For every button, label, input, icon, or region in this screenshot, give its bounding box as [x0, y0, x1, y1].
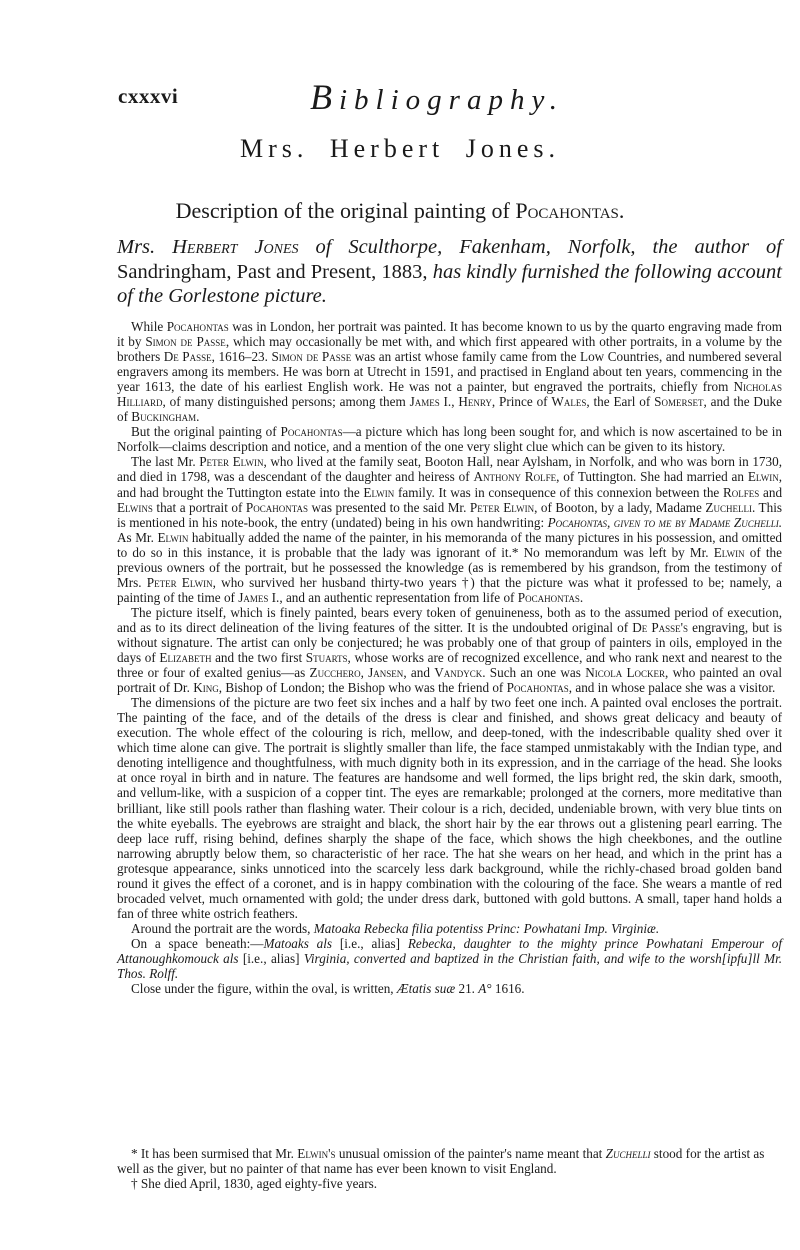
name-run: Pocahontas	[166, 319, 229, 334]
text-run: unusual omission of the painter's name meant that	[338, 1146, 603, 1161]
page-header	[118, 76, 778, 116]
name-run: Peter Elwin	[146, 574, 213, 590]
text-run: , who survived her husband thirty-two years †) that the picture was what it professed to be; namely, a painting of the time of	[117, 574, 782, 605]
text-run: and the two first	[215, 650, 303, 666]
paragraph-1	[117, 319, 782, 424]
text-run: . This is mentioned in his note-book, the entry (undated) being in his own handwriting:	[117, 499, 782, 530]
text-run: As Mr.	[117, 529, 154, 545]
text-run: Around the portrait are the words,	[131, 920, 311, 936]
name-run: Elwin	[747, 469, 779, 485]
name-run: De Passe's	[632, 619, 689, 635]
paragraph-8	[117, 981, 782, 996]
name-run: Elwin's	[297, 1146, 336, 1161]
text-run: * It has been surmised that Mr.	[131, 1146, 294, 1161]
name-run: Zucchero	[309, 665, 361, 681]
text-run: , who lived at the family seat, Booton Hall, near Aylsham, in Norfolk, and who was born in 1730, and died in 1798, was a descendant of the daughter and heiress of	[117, 454, 782, 485]
intro-author-name: Herbert Jones	[172, 236, 299, 258]
intro-text-2: of Sculthorpe, Fakenham, Norfolk, the author of	[315, 236, 783, 258]
intro-text-3: has kindly furnished the following account of the Gorlestone picture.	[117, 260, 783, 307]
name-run: Pocahontas	[280, 424, 343, 440]
name-run: Elwin	[713, 544, 745, 560]
portrait-inscription: Matoaka Rebecka filia potentiss Princ: Powhatani Imp. Virginiæ.	[313, 920, 660, 936]
text-run: , of many distinguished persons; among them	[162, 394, 406, 410]
name-run: Peter Elwin	[469, 499, 535, 515]
name-run: Somerset	[654, 394, 704, 410]
name-run: Nicholas Hilliard	[117, 379, 782, 410]
text-run: , of Booton, by a lady, Madame	[534, 499, 702, 515]
text-run: The last Mr.	[131, 454, 196, 470]
text-run: Close under the figure, within the oval, is written,	[131, 981, 394, 997]
text-run: .	[196, 409, 200, 425]
paragraph-5: The dimensions of the picture are two feet six inches and a half by two feet one inch. A painted oval encloses the portrait. The painting of the face, and of the details of the dress is clear and finished, and shows great delicacy and beauty of execution. The whole effect of the colouring is rich, mellow, and deep-toned, with the indescribable quality shed over it which time alone can give. The portrait is slightly smaller than life, the face stamped unmistakably with the Indian type, and denoting intelligence and thoughtfulness, with much dignity both in its expression, and in the carriage of the head. She looks at once royal in birth and in nature. The features are handsome and well formed, the lips bright red, the skin dark, smooth, and vellum-like, with a suspicion of a copper tint. The eyes are remarkable; prolonged at the corners, more meditative than brilliant, like still pools rather than flashing water. Their colour is a rich, decided, undeniable brown, with very blue tints on the white eyeballs. The eyebrows are straight and black, the short hair by the ear throws out a glistening pearl earring. The deep lace ruff, rising behind, defines sharply the shape of the face, which shows the high cheekbones, and the outline narrowing abruptly below them, so characteristic of her race. The hat she wears on her head, and which in the print has a grotesque appearance, sinks unnoticed into the scarcely less dark background, while the richly-chased broad golden band round it gives the effect of a coronet, and is in happy combination with the colouring of the face. She wears a mantle of red brocaded velvet, much ornamented with gold; the under dress dark, buttoned with gold buttons. A small, taper hand holds a fan of three white ostrich feathers.	[117, 695, 782, 921]
name-run: Peter Elwin	[199, 454, 264, 470]
text-run: was in London, her portrait was painted. It has become known to us by the quarto engraving made from it by	[117, 319, 783, 350]
text-run: and	[763, 484, 783, 500]
text-run: , which may occasionally be met with, and which first appeared with other portraits, in a volume by the brothers	[117, 334, 782, 365]
paragraph-7	[117, 936, 782, 981]
text-run: , and the Duke of	[117, 394, 782, 425]
text-run: —a picture which has long been sought for, and which is now ascertained to be in Norfolk—claims description and notice, and a mention of the one very slight clue which can be given to its history.	[117, 424, 783, 455]
name-run: Zuchelli	[705, 499, 752, 515]
text-run: . Such an one was	[482, 665, 581, 681]
text-run: The picture itself, which is finely painted, bears every token of genuineness, both as to the assumed period of execution, and as to its direct delineation of the living features of the sitter. It is the undoubted original of	[117, 604, 782, 635]
name-run: Elizabeth	[159, 650, 212, 666]
text-run: , and	[403, 665, 430, 681]
page-number: cxxxvi	[118, 84, 179, 108]
text-run: , and had brought the Tuttington estate into the	[117, 469, 782, 500]
name-run: De Passe	[163, 349, 212, 365]
text-run: 1616.	[494, 981, 525, 997]
text-run: [i.e.,	[339, 935, 364, 951]
text-run: , who painted an oval portrait of Dr.	[117, 665, 783, 696]
text-run: alias]	[371, 935, 401, 951]
text-run: was presented to the said Mr.	[311, 499, 467, 515]
text-run: , and in whose palace she was a visitor.	[568, 680, 776, 696]
text-run: , and an authentic representation from life of	[279, 589, 515, 605]
paragraph-3	[117, 454, 782, 604]
text-run: [i.e.,	[242, 950, 267, 966]
text-run: On a space beneath:—	[131, 935, 264, 951]
footnote-1	[117, 1146, 782, 1176]
text-run: , Bishop of London; the Bishop who was the friend of	[218, 680, 504, 696]
name-run: Elwin	[157, 529, 189, 545]
text-run: engraving, but is without signature. The artist can only be conjectured; he was probably one of that group of painters in oils, employed in the days of	[117, 619, 783, 666]
text-run: that a portrait of	[156, 499, 243, 515]
running-head	[310, 76, 564, 118]
intro-text-1: Mrs.	[117, 236, 156, 258]
text-run: , whose works are of recognized excellence, and who rank next and nearest to the three or four of exalted genius—as	[117, 650, 782, 681]
text-run: ,	[360, 665, 364, 681]
text-run: But the original painting of	[131, 424, 277, 440]
text-run: stood for the artist as well as the giver, but no painter of that name has ever been known to visit England.	[117, 1146, 765, 1177]
notebook-entry: Pocahontas, given to me by Madame Zuchelli.	[547, 514, 783, 530]
text-run: was an artist whose family came from the Low Countries, and numbered several engravers among its members. He was born at Utrecht in 1591, and practised in England about ten years, commencing in the year 1613, the date of his earliest English work. He was not a painter, but engraved the portraits, chiefly from	[117, 349, 782, 395]
subtitle-text: Description of the original painting of	[175, 198, 510, 223]
contributor-heading: Mrs. Herbert Jones.	[239, 134, 561, 163]
name-run: Simon de Passe	[145, 334, 226, 350]
name-run: Rolfes	[722, 484, 760, 500]
text-run: , the Earl of	[586, 394, 651, 410]
name-run: Pocahontas	[517, 589, 580, 605]
text-run: , of Tuttington. She had married an	[556, 469, 744, 485]
inscription-run: A°	[478, 981, 492, 997]
text-run: .	[579, 589, 584, 605]
text-run: of the previous owners of the portrait, but he possessed the knowledge (as is remembered by his grandson, from the testimony of Mrs.	[117, 544, 782, 590]
paragraph-4	[117, 605, 782, 695]
name-run: Henry	[458, 394, 492, 410]
name-run: Pocahontas	[245, 499, 308, 515]
text-run: 21.	[458, 981, 475, 997]
article-body	[117, 319, 782, 996]
name-run: James I.	[238, 589, 280, 605]
paragraph-6	[117, 921, 782, 936]
inscription-run: Rebecka, daughter to the mighty prince Powhatani Emperour of Attanoughkomouck als	[117, 935, 783, 966]
text-run: alias]	[270, 950, 300, 966]
footnotes	[117, 1146, 782, 1192]
text-run: habitually added the name of the painter, in his memoranda of the many pictures in his possession, and omitted to do so in this instance, it is probable that the lady was ignorant of it.* No memorandum was left by Mr.	[117, 529, 783, 560]
inscription-run: Matoaks als	[263, 935, 333, 951]
paragraph-2	[117, 424, 782, 454]
section-subtitle	[0, 198, 800, 224]
name-run: Jansen	[368, 665, 404, 681]
intro-book-title: Sandringham, Past and Present, 1883,	[117, 260, 428, 283]
inscription-run: Ætatis suæ	[396, 981, 456, 997]
text-run: ,	[451, 394, 455, 410]
text-run: While	[131, 319, 164, 334]
running-head-rest: ibliography.	[339, 84, 564, 116]
name-run: Zuchelli	[605, 1146, 651, 1161]
name-run: James I.	[409, 394, 452, 410]
name-run: Nicola Locker	[585, 665, 666, 681]
text-run: family. It was in consequence of this connexion between the	[397, 484, 720, 500]
name-run: Elwin	[363, 484, 395, 500]
text-run: , Prince of	[491, 394, 548, 410]
name-run: Pocahontas	[506, 680, 569, 696]
name-run: Vandyck	[434, 665, 483, 681]
name-run: Anthony Rolfe	[473, 469, 557, 485]
name-run: Stuarts	[305, 650, 348, 666]
name-run: Wales	[551, 394, 587, 410]
intro-paragraph	[117, 235, 782, 309]
name-run: Buckingham	[131, 409, 197, 425]
footnote-2: † She died April, 1830, aged eighty-five years.	[131, 1176, 378, 1192]
name-run: King	[193, 680, 219, 696]
text-run: , 1616–23.	[211, 349, 268, 365]
subtitle-name: Pocahontas.	[515, 198, 625, 223]
inscription-run: Virginia, converted and baptized in the Christian faith, and wife to the worsh[ipfu]ll Mr. Thos. Rolff.	[117, 950, 783, 982]
running-head-initial: B	[310, 77, 339, 117]
name-run: Simon de Passe	[271, 349, 352, 365]
name-run: Elwins	[117, 499, 153, 515]
